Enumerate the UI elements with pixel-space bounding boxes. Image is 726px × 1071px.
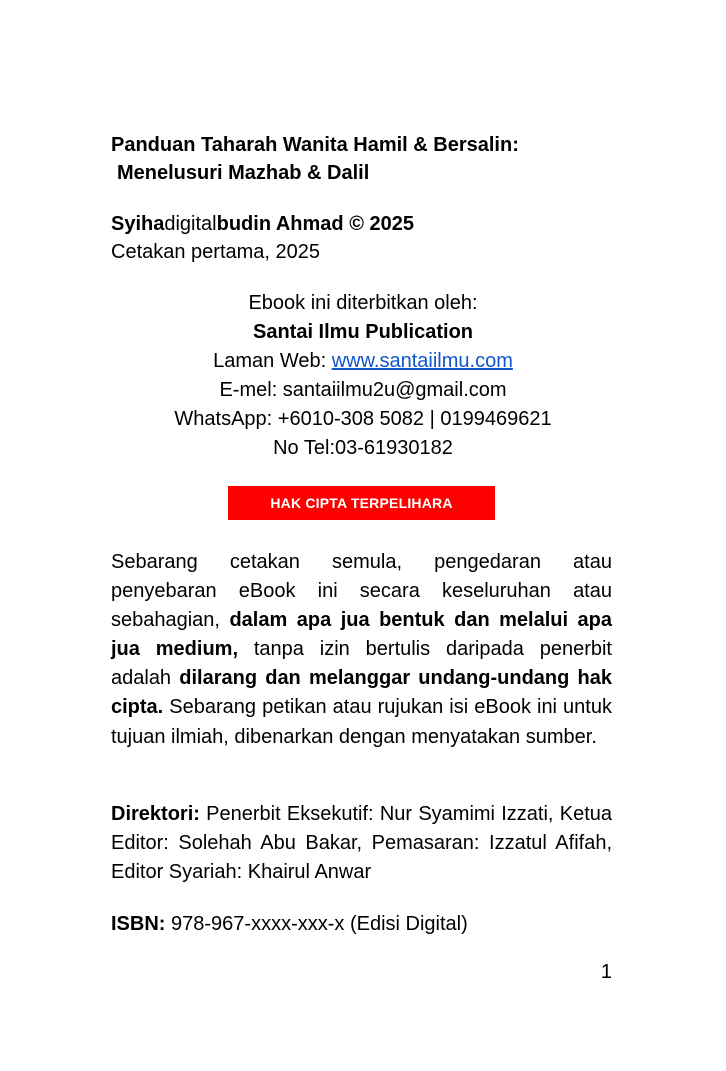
author-name-part-1: Syiha: [111, 213, 165, 235]
edition-line: Cetakan pertama, 2025: [111, 241, 321, 263]
publisher-whatsapp: WhatsApp: +6010-308 5082 | 0199469621: [174, 408, 552, 430]
copyright-text-1: Sebarang cetakan semula, pengedaran atau penyebaran eBook ini secara keseluruhan atau sebahagian,: [111, 551, 612, 632]
book-title-line-1: Panduan Taharah Wanita Hamil & Bersalin:: [111, 134, 519, 156]
publisher-email: E-mel: santaiilmu2u@gmail.com: [219, 379, 507, 401]
copyright-text-3: Sebarang petikan atau rujukan isi eBook ini untuk tujuan ilmiah, dibenarkan dengan menyatakan sumber.: [111, 696, 612, 748]
publisher-block: [0, 289, 726, 463]
copyright-text-2: tanpa izin bertulis daripada penerbit adalah: [111, 638, 612, 690]
directory-label: Direktori:: [111, 803, 200, 825]
isbn-label: ISBN:: [111, 913, 166, 935]
copyright-banner: HAK CIPTA TERPELIHARA: [228, 486, 495, 520]
author-name-part-3: budin Ahmad © 2025: [216, 213, 414, 235]
page-number: 1: [600, 961, 612, 983]
directory-text: Penerbit Eksekutif: Nur Syamimi Izzati, Ketua Editor: Solehah Abu Bakar, Pemasaran: Izzatul Afifah, Editor Syariah: Khairul Anwar: [111, 803, 612, 883]
isbn-line: [111, 910, 612, 939]
publisher-website-link[interactable]: www.santaiilmu.com: [331, 350, 513, 372]
publisher-intro: Ebook ini diterbitkan oleh:: [248, 292, 478, 314]
book-title-line-2: Menelusuri Mazhab & Dalil: [117, 162, 370, 184]
copyright-bold-2: dilarang dan melanggar undang-undang hak cipta.: [111, 667, 612, 719]
publisher-website-line: [0, 347, 726, 376]
author-name-part-2: digital: [164, 213, 217, 235]
copyright-paragraph: [111, 548, 612, 752]
author-line: [111, 213, 414, 235]
publisher-website-label: Laman Web:: [213, 350, 332, 372]
book-title: [111, 131, 612, 187]
directory-paragraph: [111, 800, 612, 887]
publisher-phone: No Tel:03-61930182: [273, 437, 453, 459]
author-block: [111, 210, 612, 266]
copyright-bold-1: dalam apa jua bentuk dan melalui apa jua medium,: [111, 609, 612, 661]
publisher-name: Santai Ilmu Publication: [252, 321, 474, 343]
isbn-value: 978-967-xxxx-xxx-x (Edisi Digital): [165, 913, 468, 935]
